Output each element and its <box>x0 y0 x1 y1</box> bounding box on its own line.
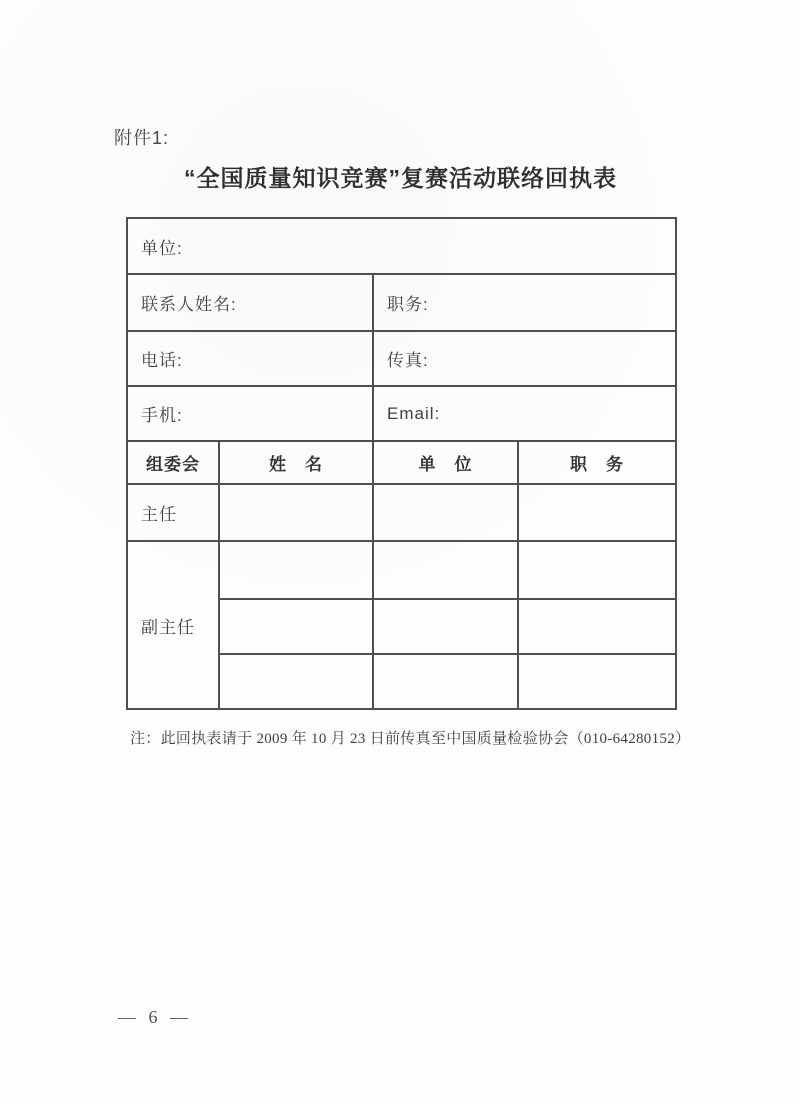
mobile-label: 手机: <box>141 406 183 425</box>
table-row-phone <box>127 331 676 386</box>
deputy2-position-cell <box>518 599 676 654</box>
director-unit-cell <box>373 484 518 541</box>
page-title: “全国质量知识竞赛”复赛活动联络回执表 <box>184 165 617 191</box>
deputy1-position-cell <box>518 541 676 599</box>
page-number: — 6 — <box>118 1007 192 1027</box>
director-label-cell <box>127 484 219 541</box>
contact-name-label: 联系人姓名: <box>141 295 237 314</box>
header-unit: 单 位 <box>373 441 518 484</box>
director-label: 主任 <box>141 505 177 524</box>
fax-cell <box>373 331 676 386</box>
email-cell <box>373 386 676 441</box>
fax-label: 传真: <box>387 351 429 370</box>
table-row-unit <box>127 218 676 274</box>
fax-note: 注：此回执表请于 2009 年 10 月 23 日前传真至中国质量检验协会（010-64280152） <box>130 731 691 747</box>
mobile-cell <box>127 386 373 441</box>
phone-label: 电话: <box>141 351 183 370</box>
unit-cell <box>127 218 676 274</box>
deputy1-unit-cell <box>373 541 518 599</box>
deputy3-position-cell <box>518 654 676 709</box>
position-cell <box>373 274 676 331</box>
contact-name-cell <box>127 274 373 331</box>
director-name-cell <box>219 484 373 541</box>
director-row <box>127 484 676 541</box>
attachment-label: 附件1: <box>114 128 170 148</box>
table-row-contact <box>127 274 676 331</box>
position-label: 职务: <box>387 295 429 314</box>
deputy2-name-cell <box>219 599 373 654</box>
table-row-mobile <box>127 386 676 441</box>
reply-form-table <box>126 217 677 710</box>
email-label: Email: <box>387 403 441 423</box>
header-position: 职 务 <box>518 441 676 484</box>
director-position-cell <box>518 484 676 541</box>
deputy1-name-cell <box>219 541 373 599</box>
deputy2-unit-cell <box>373 599 518 654</box>
committee-header-row <box>127 441 676 484</box>
header-committee: 组委会 <box>127 441 219 484</box>
deputy-label: 副主任 <box>141 617 195 637</box>
deputy3-unit-cell <box>373 654 518 709</box>
unit-label: 单位: <box>141 238 183 258</box>
header-name: 姓 名 <box>219 441 373 484</box>
deputy3-name-cell <box>219 654 373 709</box>
phone-cell <box>127 331 373 386</box>
deputy-row-1 <box>127 541 676 599</box>
deputy-label-cell <box>127 541 219 709</box>
